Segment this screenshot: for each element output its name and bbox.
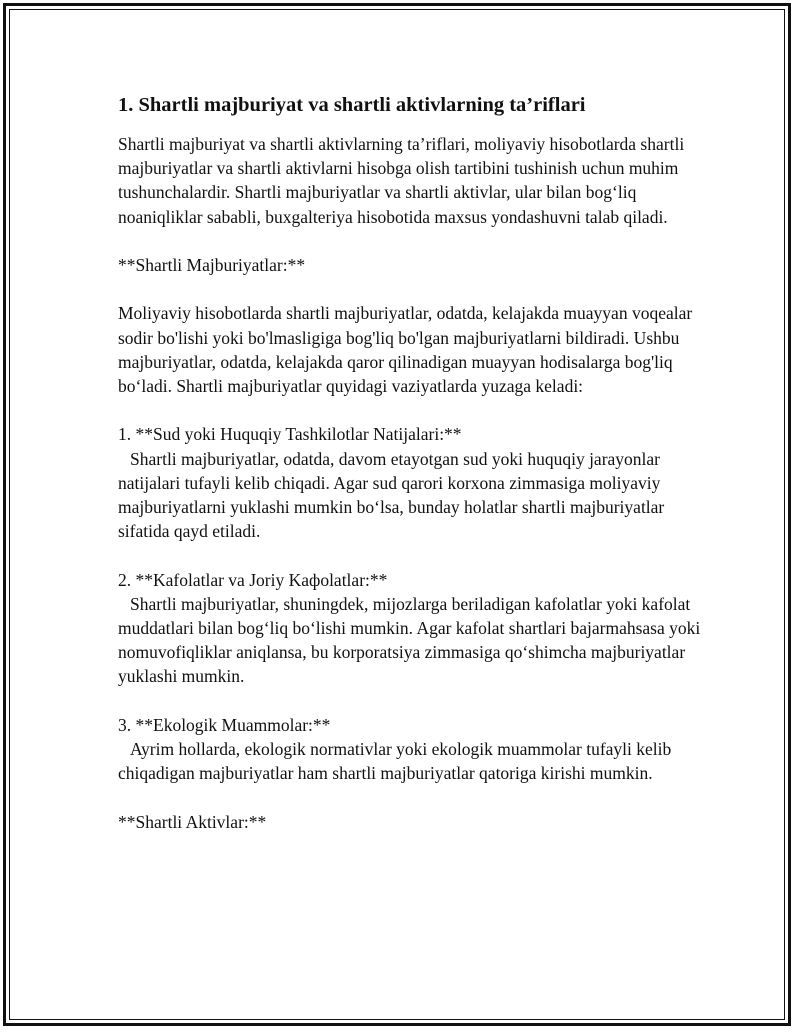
document-title: 1. Shartli majburiyat va shartli aktivlarning ta’riflari [118, 94, 586, 116]
list-item-heading-3: 3. **Ekologik Muammolar:** [118, 714, 331, 735]
list-item-text-2: Shartli majburiyatlar, shuningdek, mijozlarga beriladigan kafolatlar yoki kafolat muddatlari bilan bog‘liq bo‘lishi mumkin. Agar kafolat shartlari bajarmahsasa yoki nomuvofiqliklar aniqlansa, bu korporatsiya zimmasiga qo‘shimcha majburiyatlar yuklashi mumkin. [118, 593, 701, 687]
document-body [118, 92, 718, 834]
intro-paragraph: Shartli majburiyat va shartli aktivlarning ta’riflari, moliyaviy hisobotlarda shartli majburiyatlar va shartli aktivlarni hisobga olish tartibini tushinish uchun muhim tushunchalardir. Shartli majburiyatlar va shartli aktivlar, ular bilan bog‘liq noaniqliklar sababli, buxgalteriya hisobotida maxsus yondashuvni talab qiladi. [118, 134, 685, 227]
list-item-text-1: Shartli majburiyatlar, odatda, davom etayotgan sud yoki huquqiy jarayonlar natijalari tufayli kelib chiqadi. Agar sud qarori korxona zimmasiga moliyaviy majburiyatlarni yuklashi mumkin bo‘lsa, bunday holatlar shartli majburiyatlar sifatida qayd etiladi. [118, 448, 665, 542]
paragraph-gap [118, 785, 718, 809]
paragraph-gap [118, 277, 718, 301]
paragraph-gap [118, 398, 718, 422]
paragraph-gap [118, 689, 718, 713]
section-heading-majburiyatlar: **Shartli Majburiyatlar:** [118, 255, 306, 275]
paragraph-gap [118, 543, 718, 567]
paragraph-gap [118, 229, 718, 253]
section-heading-aktivlar: **Shartli Aktivlar:** [118, 811, 267, 832]
list-item-text-3: Ayrim hollarda, ekologik normativlar yoki ekologik muammolar tufayli kelib chiqadigan majburiyatlar ham shartli majburiyatlar qatoriga kirishi mumkin. [118, 739, 672, 784]
list-item-heading-2: 2. **Kafolatlar va Joriy Kaфolatlar:** [118, 569, 388, 590]
section-paragraph-majburiyatlar: Moliyaviy hisobotlarda shartli majburiyatlar, odatda, kelajakda muayyan voqealar sodir bo'lishi yoki bo'lmasligiga bog'liq bo'lgan majburiyatlarni bildiradi. Ushbu majburiyatlar, odatda, kelajakda qaror qilinadigan muayyan hodisalarga bog'liq bo‘ladi. Shartli majburiyatlar quyidagi vaziyatlarda yuzaga keladi: [118, 303, 693, 396]
list-item-heading-1: 1. **Sud yoki Huquqiy Tashkilotlar Natijalari:** [118, 424, 462, 445]
